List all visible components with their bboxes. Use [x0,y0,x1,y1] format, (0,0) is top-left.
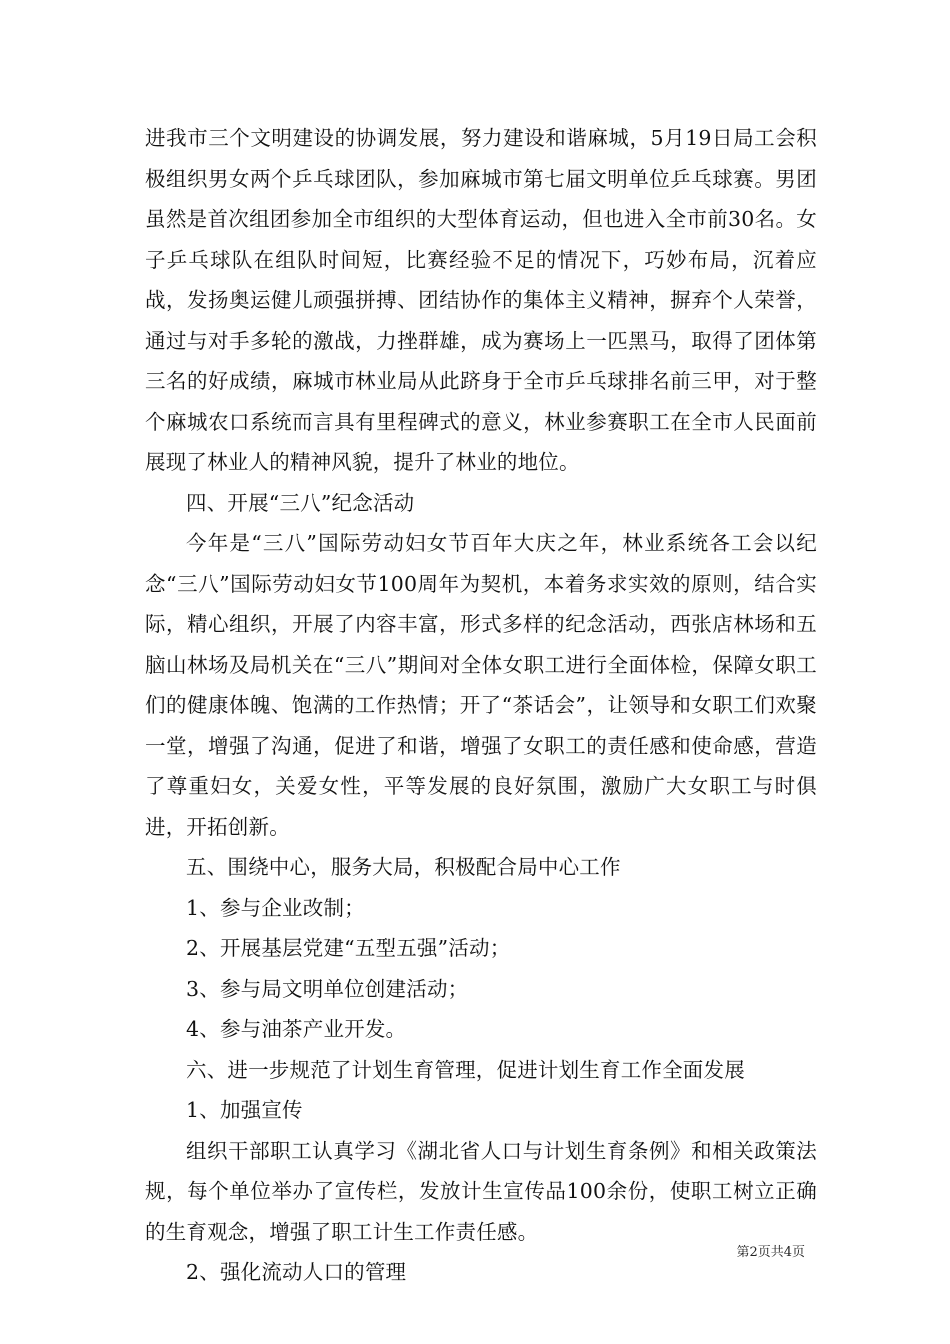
section-heading-march-eighth: 四、开展“三八”纪念活动 [186,490,415,515]
subheading-publicity: 1、加强宣传 [186,1098,303,1122]
page-number-footer: 第2页共4页 [736,1245,805,1260]
subheading-floating-population: 2、强化流动人口的管理 [186,1260,407,1284]
section-heading-center-work: 五、围绕中心，服务大局，积极配合局中心工作 [186,855,621,879]
list-item-party-building: 2、开展基层党建“五型五强”活动； [186,936,511,960]
body-paragraph-march-eighth: 今年是“三八”国际劳动妇女节百年大庆之年，林业系统各工会以纪念“三八”国际劳动妇女节100周年为契机，本着务求实效的原则，结合实际，精心组织，开展了内容丰富，形式多样的纪念活动，西张店林场和五脑山林场及局机关在“三八”期间对全体女职工进行全面体检，保障女职工们的健康体魄、饱满的工作热情；开了“茶话会”，让领导和女职工们欢聚一堂，增强了沟通，促进了和谐，增强了女职工的责任感和使命感，营造了尊重妇女，关爱女性，平等发展的良好氛围，激励广大女职工与时俱进，开拓创新。 [145,531,817,839]
document-body [145,118,817,1293]
list-item-oil-tea: 4、参与油茶产业开发。 [186,1017,407,1041]
section-heading-family-planning: 六、进一步规范了计划生育管理，促进计划生育工作全面发展 [186,1057,745,1082]
body-paragraph-continuation: 进我市三个文明建设的协调发展，努力建设和谐麻城，5月19日局工会积极组织男女两个乒乓球团队，参加麻城市第七届文明单位乒乓球赛。男团虽然是首次组团参加全市组织的大型体育运动，但也进入全市前30名。女子乒乓球队在组队时间短，比赛经验不足的情况下，巧妙布局，沉着应战，发扬奥运健儿顽强拼搏、团结协作的集体主义精神，摒弃个人荣誉，通过与对手多轮的激战，力挫群雄，成为赛场上一匹黑马，取得了团体第三名的好成绩，麻城市林业局从此跻身于全市乒乓球排名前三甲，对于整个麻城农口系统而言具有里程碑式的意义，林业参赛职工在全市人民面前展现了林业人的精神风貌，提升了林业的地位。 [145,126,817,474]
body-paragraph-publicity: 组织干部职工认真学习《湖北省人口与计划生育条例》和相关政策法规，每个单位举办了宣传栏，发放计生宣传品100余份，使职工树立正确的生育观念，增强了职工计生工作责任感。 [145,1138,817,1244]
list-item-civilized-unit: 3、参与局文明单位创建活动； [186,976,469,1001]
list-item-enterprise-reform: 1、参与企业改制； [186,895,365,920]
